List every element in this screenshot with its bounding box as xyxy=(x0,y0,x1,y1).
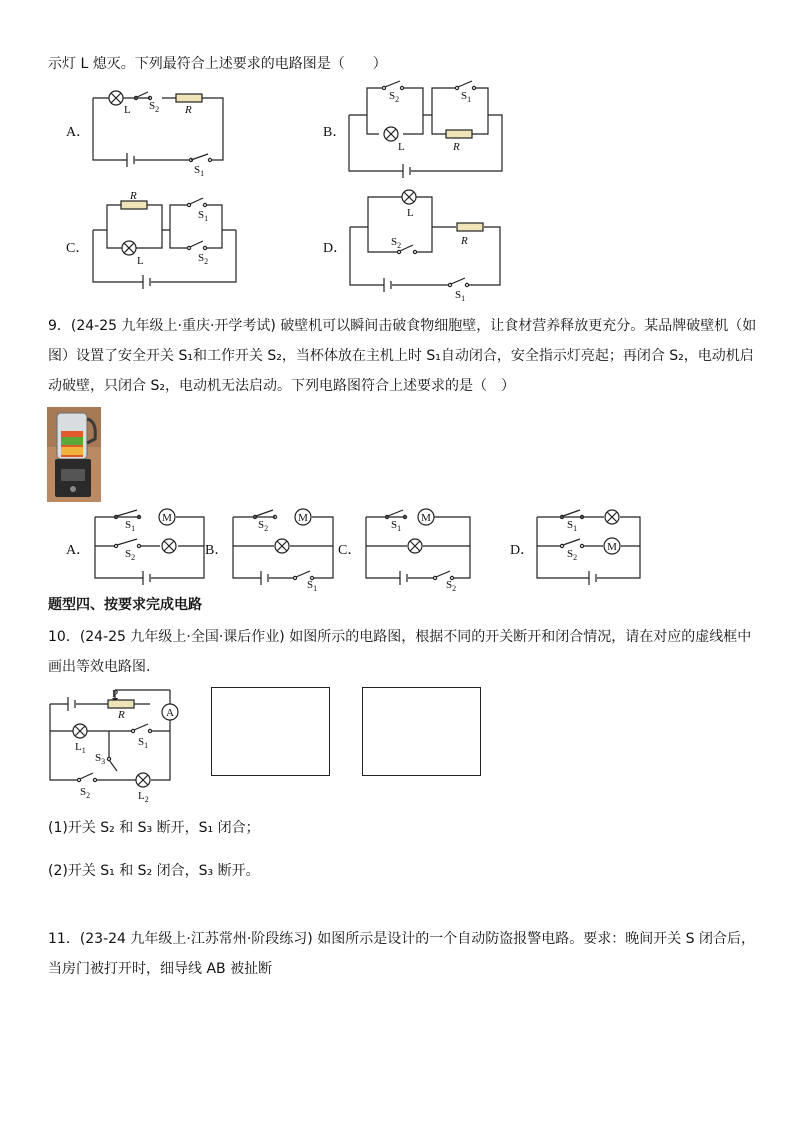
switch-label: $S_3$ xyxy=(95,752,106,766)
lamp-icon xyxy=(73,724,87,738)
lamp-icon xyxy=(122,241,136,255)
q8-option-d-label[interactable]: D． xyxy=(323,241,348,256)
switch-label: $S_1$ xyxy=(138,736,149,750)
lamp-icon xyxy=(384,127,398,141)
resistor-icon xyxy=(176,94,202,102)
resistor-label: R xyxy=(130,190,137,202)
q9-option-a-label[interactable]: A． xyxy=(66,543,91,558)
q10-condition-2: (2)开关 S₁ 和 S₂ 闭合，S₃ 断开。 xyxy=(48,863,260,879)
lamp-icon xyxy=(162,539,176,553)
switch-label: $S_1$ xyxy=(198,209,209,223)
resistor-label: R xyxy=(185,104,192,116)
switch-label: $S_2$ xyxy=(567,548,578,562)
lamp-icon xyxy=(275,539,289,553)
lamp-icon xyxy=(605,510,619,524)
section-4-heading: 题型四、按要求完成电路 xyxy=(48,597,202,613)
switch-label: $S_2$ xyxy=(446,579,457,593)
rheostat-label: R xyxy=(118,709,125,721)
switch-label: $S_1$ xyxy=(307,579,318,593)
lamp-label: $L_1$ xyxy=(75,741,86,755)
q9-text-line-1: 9．(24-25 九年级上·重庆·开学考试) 破壁机可以瞬间击破食物细胞壁，让食材营养释放更充分。某品牌破壁机（如 xyxy=(48,318,757,334)
lamp-label: L xyxy=(398,141,405,153)
lamp-icon xyxy=(109,91,123,105)
q8-option-b-label[interactable]: B． xyxy=(323,125,347,140)
resistor-label: R xyxy=(453,141,460,153)
motor-letter: M xyxy=(607,541,617,553)
lamp-label: L xyxy=(137,255,144,267)
lamp-label: L xyxy=(407,207,414,219)
resistor-icon xyxy=(457,223,483,231)
switch-label: $S_1$ xyxy=(125,519,136,533)
motor-letter: M xyxy=(421,512,431,524)
q8-continuation: 示灯 L 熄灭。下列最符合上述要求的电路图是（ ） xyxy=(48,56,387,72)
switch-label: $S_2$ xyxy=(125,548,136,562)
q9-option-c-label[interactable]: C． xyxy=(338,543,362,558)
switch-label: $S_1$ xyxy=(391,519,402,533)
q10-condition-1: (1)开关 S₂ 和 S₃ 断开，S₁ 闭合； xyxy=(48,820,260,836)
lamp-label: L xyxy=(124,104,131,116)
switch-label: $S_1$ xyxy=(455,289,466,303)
slider-label: P xyxy=(112,688,119,700)
q10-text-line-2: 画出等效电路图. xyxy=(48,659,151,675)
switch-label: $S_2$ xyxy=(389,90,400,104)
switch-label: $S_2$ xyxy=(198,252,209,266)
lamp-icon xyxy=(408,539,422,553)
q8-option-c-label[interactable]: C． xyxy=(66,241,90,256)
q9-option-b-label[interactable]: B． xyxy=(205,543,229,558)
q8-option-a-label[interactable]: A． xyxy=(66,125,91,140)
q11-text-line-2: 当房门被打开时，细导线 AB 被扯断 xyxy=(48,961,273,977)
switch-label: $S_2$ xyxy=(80,786,91,800)
switch-label: $S_1$ xyxy=(567,519,578,533)
lamp-icon xyxy=(402,190,416,204)
q9-option-d-label[interactable]: D． xyxy=(510,543,535,558)
rheostat-icon xyxy=(108,700,134,708)
resistor-icon xyxy=(446,130,472,138)
lamp-label: $L_2$ xyxy=(138,790,149,804)
q9-text-line-2: 图）设置了安全开关 S₁和工作开关 S₂，当杯体放在主机上时 S₁自动闭合，安全指示灯亮起；再闭合 S₂，电动机启 xyxy=(48,348,754,364)
ammeter-letter: A xyxy=(166,707,174,719)
resistor-label: R xyxy=(461,235,468,247)
q10-text-line-1: 10．(24-25 九年级上·全国·课后作业) 如图所示的电路图，根据不同的开关断开和闭合情况，请在对应的虚线框中 xyxy=(48,629,752,645)
switch-label: $S_2$ xyxy=(391,236,402,250)
q11-text-line-1: 11．(23-24 九年级上·江苏常州·阶段练习) 如图所示是设计的一个自动防盗报警电路。要求：晚间开关 S 闭合后， xyxy=(48,931,756,947)
motor-letter: M xyxy=(162,512,172,524)
switch-label: $S_2$ xyxy=(149,100,160,114)
lamp-icon xyxy=(136,773,150,787)
switch-label: $S_2$ xyxy=(258,519,269,533)
switch-label: $S_1$ xyxy=(461,90,472,104)
motor-letter: M xyxy=(298,512,308,524)
q9-text-line-3: 动破壁，只闭合 S₂，电动机无法启动。下列电路图符合上述要求的是（ ） xyxy=(48,378,515,394)
switch-label: $S_1$ xyxy=(194,164,205,178)
resistor-icon xyxy=(121,201,147,209)
